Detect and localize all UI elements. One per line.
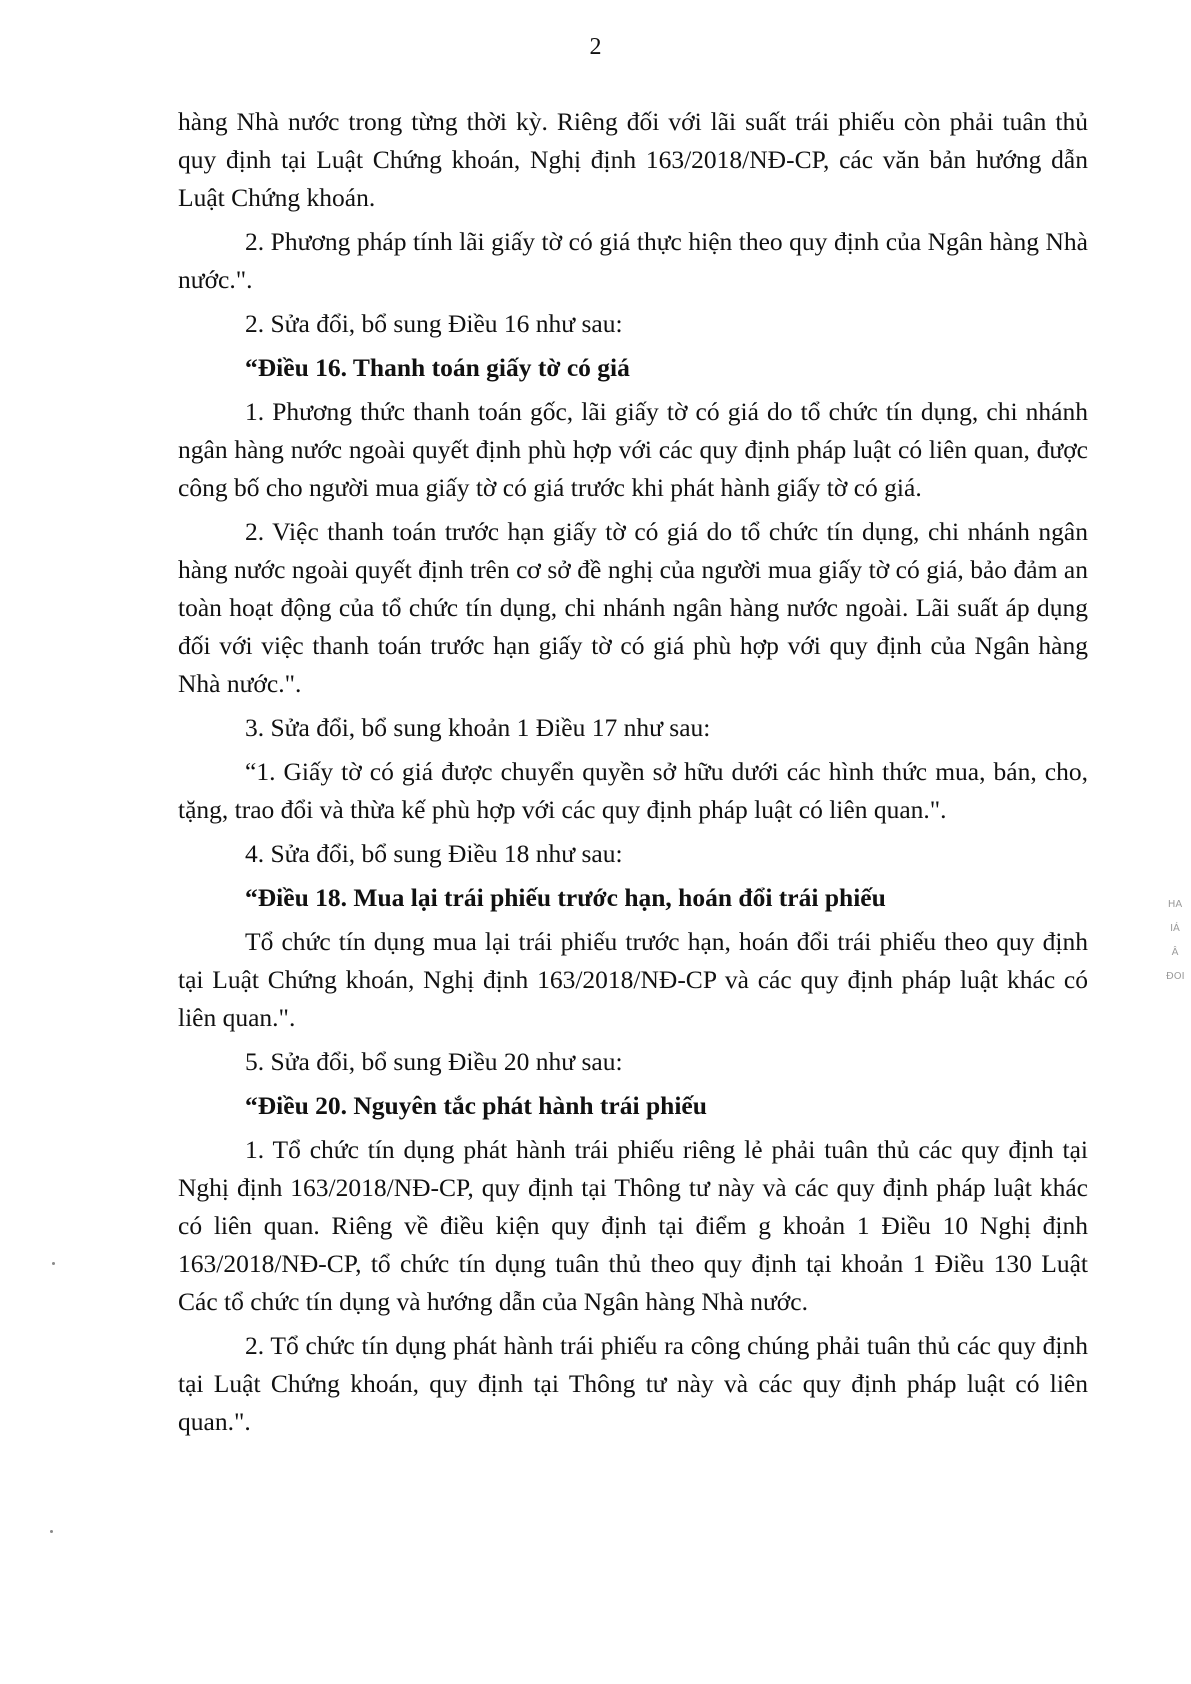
margin-mark: IÁ: [1170, 923, 1180, 934]
page-number: 2: [589, 34, 602, 60]
margin-mark: ĐOI: [1166, 971, 1185, 982]
amendment-intro: 5. Sửa đổi, bổ sung Điều 20 như sau:: [245, 1047, 623, 1076]
paragraph: hàng Nhà nước trong từng thời kỳ. Riêng đối với lãi suất trái phiếu còn phải tuân thủ quy định tại Luật Chứng khoán, Nghị định 163/2018/NĐ-CP, các văn bản hướng dẫn Luật Chứng khoán.: [178, 107, 1088, 212]
paragraph: 2. Phương pháp tính lãi giấy tờ có giá thực hiện theo quy định của Ngân hàng Nhà nước.".: [178, 227, 1088, 294]
amendment-intro: 4. Sửa đổi, bổ sung Điều 18 như sau:: [245, 839, 623, 868]
document-body: [178, 103, 1088, 1447]
paragraph: 2. Tổ chức tín dụng phát hành trái phiếu ra công chúng phải tuân thủ các quy định tại Luật Chứng khoán, quy định tại Thông tư này và các quy định pháp luật có liên quan.".: [178, 1331, 1088, 1436]
article-heading: “Điều 16. Thanh toán giấy tờ có giá: [245, 353, 630, 382]
article-heading: “Điều 20. Nguyên tắc phát hành trái phiếu: [245, 1091, 707, 1120]
paragraph: “1. Giấy tờ có giá được chuyển quyền sở hữu dưới các hình thức mua, bán, cho, tặng, trao đổi và thừa kế phù hợp với các quy định pháp luật có liên quan.".: [178, 757, 1088, 824]
article-heading: “Điều 18. Mua lại trái phiếu trước hạn, hoán đổi trái phiếu: [245, 883, 886, 912]
paragraph: Tổ chức tín dụng mua lại trái phiếu trước hạn, hoán đổi trái phiếu theo quy định tại Luật Chứng khoán, Nghị định 163/2018/NĐ-CP và các quy định pháp luật khác có liên quan.".: [178, 927, 1088, 1032]
margin-stamp-marks: [1166, 893, 1184, 989]
margin-mark: Â: [1171, 947, 1179, 958]
scan-speck: [50, 1530, 53, 1533]
scan-speck: [52, 1262, 55, 1265]
paragraph: 1. Tổ chức tín dụng phát hành trái phiếu riêng lẻ phải tuân thủ các quy định tại Nghị định 163/2018/NĐ-CP, quy định tại Thông tư này và các quy định pháp luật khác có liên quan. Riêng về điều kiện quy định tại điểm g khoản 1 Điều 10 Nghị định 163/2018/NĐ-CP, tổ chức tín dụng tuân thủ theo quy định tại khoản 1 Điều 130 Luật Các tổ chức tín dụng và hướng dẫn của Ngân hàng Nhà nước.: [178, 1135, 1088, 1316]
paragraph: 2. Việc thanh toán trước hạn giấy tờ có giá do tổ chức tín dụng, chi nhánh ngân hàng nước ngoài quyết định trên cơ sở đề nghị của người mua giấy tờ có giá, bảo đảm an toàn hoạt động của tổ chức tín dụng, chi nhánh ngân hàng nước ngoài. Lãi suất áp dụng đối với việc thanh toán trước hạn giấy tờ có giá phù hợp với quy định của Ngân hàng Nhà nước.".: [178, 517, 1088, 698]
margin-mark: HA: [1167, 899, 1183, 910]
amendment-intro: 2. Sửa đổi, bổ sung Điều 16 như sau:: [245, 309, 623, 338]
paragraph: 1. Phương thức thanh toán gốc, lãi giấy tờ có giá do tổ chức tín dụng, chi nhánh ngân hàng nước ngoài quyết định phù hợp với các quy định pháp luật có liên quan, được công bố cho người mua giấy tờ có giá trước khi phát hành giấy tờ có giá.: [178, 397, 1088, 502]
amendment-intro: 3. Sửa đổi, bổ sung khoản 1 Điều 17 như sau:: [245, 713, 711, 742]
